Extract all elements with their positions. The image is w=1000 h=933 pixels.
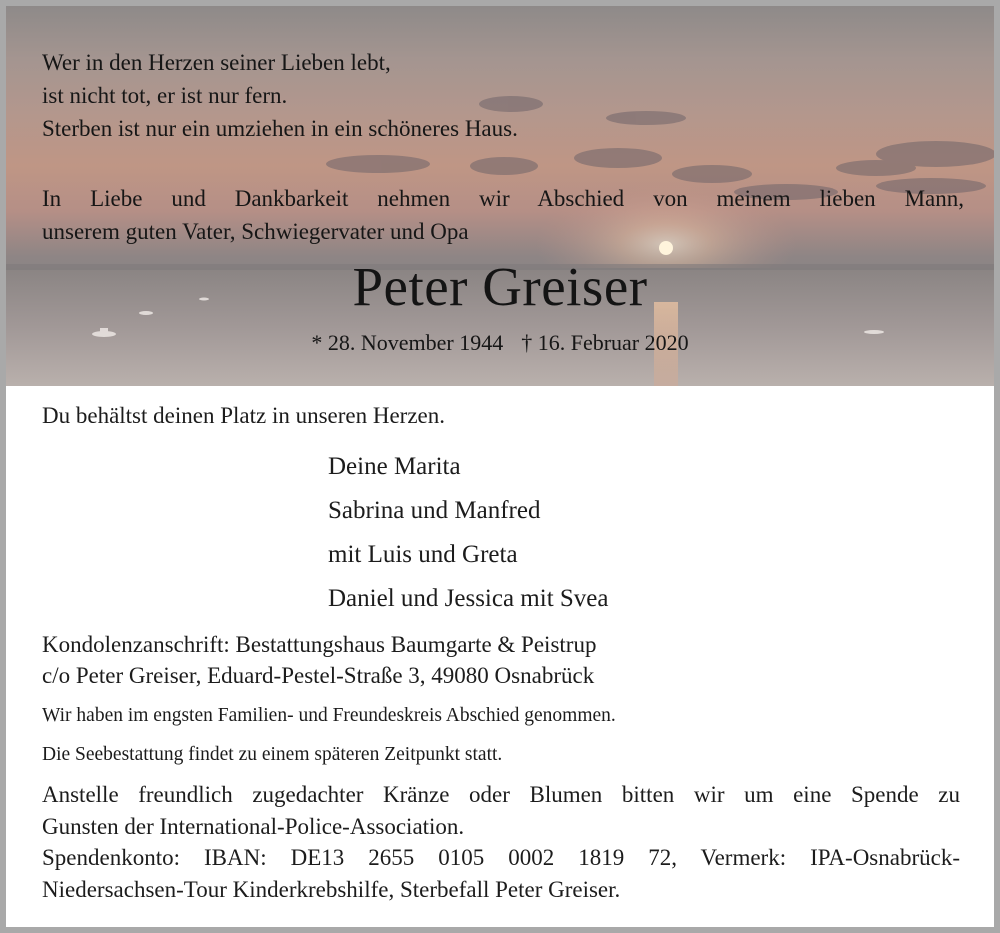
donation-line: Gunsten der International-Police-Association. <box>42 813 465 839</box>
poem-line: ist nicht tot, er ist nur fern. <box>42 83 288 108</box>
deceased-name: Peter Greiser <box>352 256 648 317</box>
family-member: Sabrina und Manfred <box>328 497 541 524</box>
address-line: Kondolenzanschrift: Bestattungshaus Baumgarte & Peistrup <box>42 632 597 657</box>
poem <box>42 46 518 145</box>
sunset-sea-background <box>6 6 994 386</box>
address-line: c/o Peter Greiser, Eduard-Pestel-Straße 3, 49080 Osnabrück <box>42 663 595 688</box>
family-member: Daniel und Jessica mit Svea <box>328 585 609 612</box>
private-farewell-notice: Wir haben im engsten Familien- und Freundeskreis Abschied genommen. <box>42 705 616 726</box>
sea-burial-notice: Die Seebestattung findet zu einem späteren Zeitpunkt statt. <box>42 744 503 765</box>
donation-request <box>42 779 960 905</box>
condolence-address <box>42 629 596 691</box>
family-member: Deine Marita <box>328 453 461 480</box>
donation-line: Anstelle freundlich zugedachter Kränze oder Blumen bitten wir um eine Spende zu <box>42 782 960 807</box>
intro-line: unserem guten Vater, Schwiegervater und Opa <box>42 219 469 244</box>
intro-line: In Liebe und Dankbarkeit nehmen wir Abschied von meinem lieben Mann, <box>42 186 964 211</box>
donation-line: Niedersachsen-Tour Kinderkrebshilfe, Sterbefall Peter Greiser. <box>42 876 621 902</box>
birth-date: * 28. November 1944 <box>311 330 504 355</box>
family-member: mit Luis und Greta <box>328 541 518 568</box>
death-date: † 16. Februar 2020 <box>521 330 689 355</box>
farewell-intro <box>42 182 964 248</box>
poem-line: Wer in den Herzen seiner Lieben lebt, <box>42 50 391 75</box>
donation-line: Spendenkonto: IBAN: DE13 2655 0105 0002 1819 72, Vermerk: IPA-Osnabrück- <box>42 845 960 870</box>
poem-line: Sterben ist nur ein umziehen in ein schöneres Haus. <box>42 116 518 141</box>
memorial-motto: Du behältst deinen Platz in unseren Herzen. <box>42 403 446 428</box>
life-dates <box>6 328 994 358</box>
